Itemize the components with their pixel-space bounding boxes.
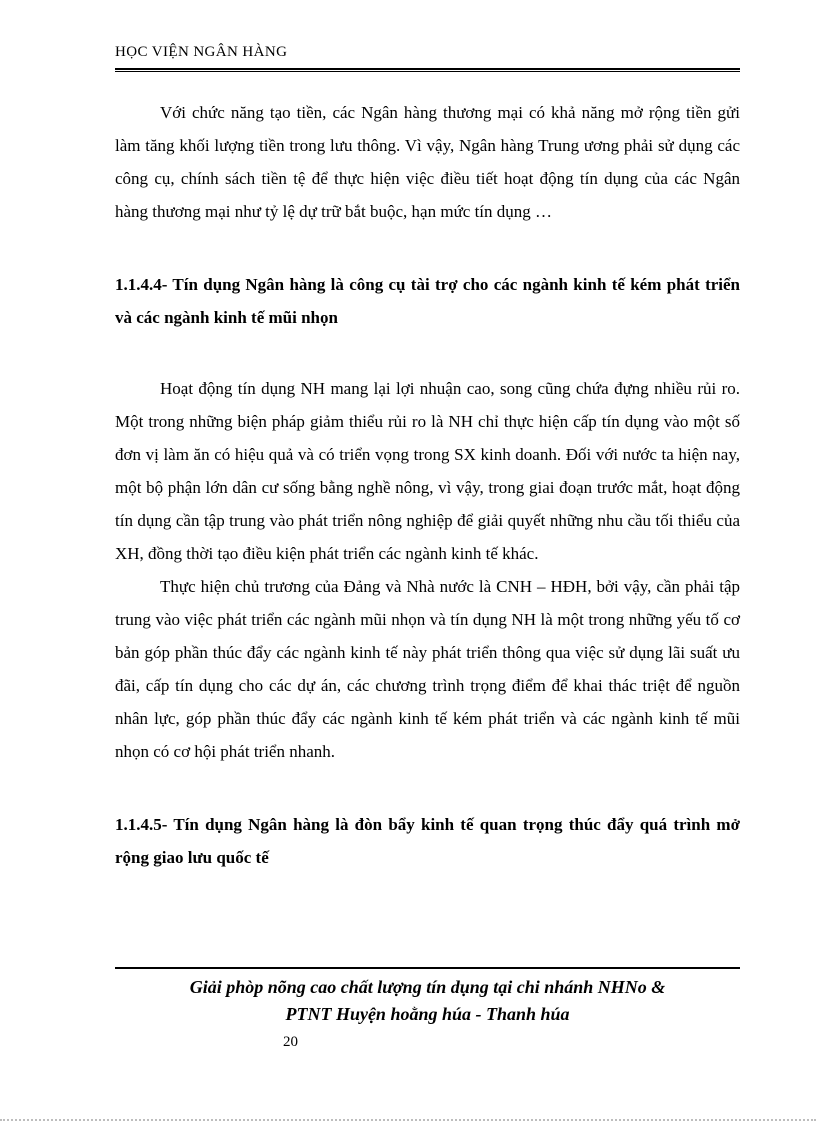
paragraph-money-creation: Với chức năng tạo tiền, các Ngân hàng thương mại có khả năng mở rộng tiền gửi làm tăng khối lượng tiền trong lưu thông. Vì vậy, Ngân hàng Trung ương phải sử dụng các công cụ, chính sách tiền tệ để thực hiện việc điều tiết hoạt động tín dụng của các Ngân hàng thương mại như tỷ lệ dự trữ bắt buộc, hạn mức tín dụng … [115,103,740,221]
header-divider [115,68,740,72]
footer-divider [115,967,740,969]
paragraph-key-sectors: Thực hiện chủ trương của Đảng và Nhà nước là CNH – HĐH, bởi vậy, cần phải tập trung vào việc phát triển các ngành mũi nhọn và tín dụng NH là một trong những yếu tố cơ bản góp phần thúc đẩy các ngành kinh tế này phát triển thông qua việc sử dụng lãi suất ưu đãi, cấp tín dụng cho các dự án, các chương trình trọng điểm để khai thác triệt để nguồn nhân lực, góp phần thúc đẩy các ngành kinh tế kém phát triển và các ngành kinh tế mũi nhọn có cơ hội phát triển nhanh. [115,577,740,761]
paragraph-credit-risk: Hoạt động tín dụng NH mang lại lợi nhuận cao, song cũng chứa đựng nhiều rủi ro. Một trong những biện pháp giảm thiểu rủi ro là NH chỉ thực hiện cấp tín dụng vào một số đơn vị làm ăn có hiệu quả và có triển vọng trong SX kinh doanh. Đối với nước ta hiện nay, một bộ phận lớn dân cư sống bằng nghề nông, vì vậy, trong giai đoạn trước mắt, hoạt động tín dụng cần tập trung vào phát triển nông nghiệp để giải quyết những nhu cầu tối thiểu của XH, đồng thời tạo điều kiện phát triển các ngành kinh tế khác. [115,379,740,563]
bottom-dotted-divider [0,1119,816,1121]
footer-title-line1: Giải phòp nõng cao chất lượng tín dụng tại chi nhánh NHNo & [189,977,666,997]
document-body [115,96,740,874]
section-heading-1-1-4-5: 1.1.4.5- Tín dụng Ngân hàng là đòn bẩy kinh tế quan trọng thúc đẩy quá trình mở rộng giao lưu quốc tế [115,815,740,867]
section-heading-1-1-4-4: 1.1.4.4- Tín dụng Ngân hàng là công cụ tài trợ cho các ngành kinh tế kém phát triển và các ngành kinh tế mũi nhọn [115,275,740,327]
page-header [115,44,740,72]
page-footer [115,967,740,1052]
page-number: 20 [283,1034,298,1050]
header-title: HỌC VIỆN NGÂN HÀNG [115,44,288,60]
footer-title-line2: PTNT Huyện hoằng húa - Thanh húa [285,1004,570,1024]
